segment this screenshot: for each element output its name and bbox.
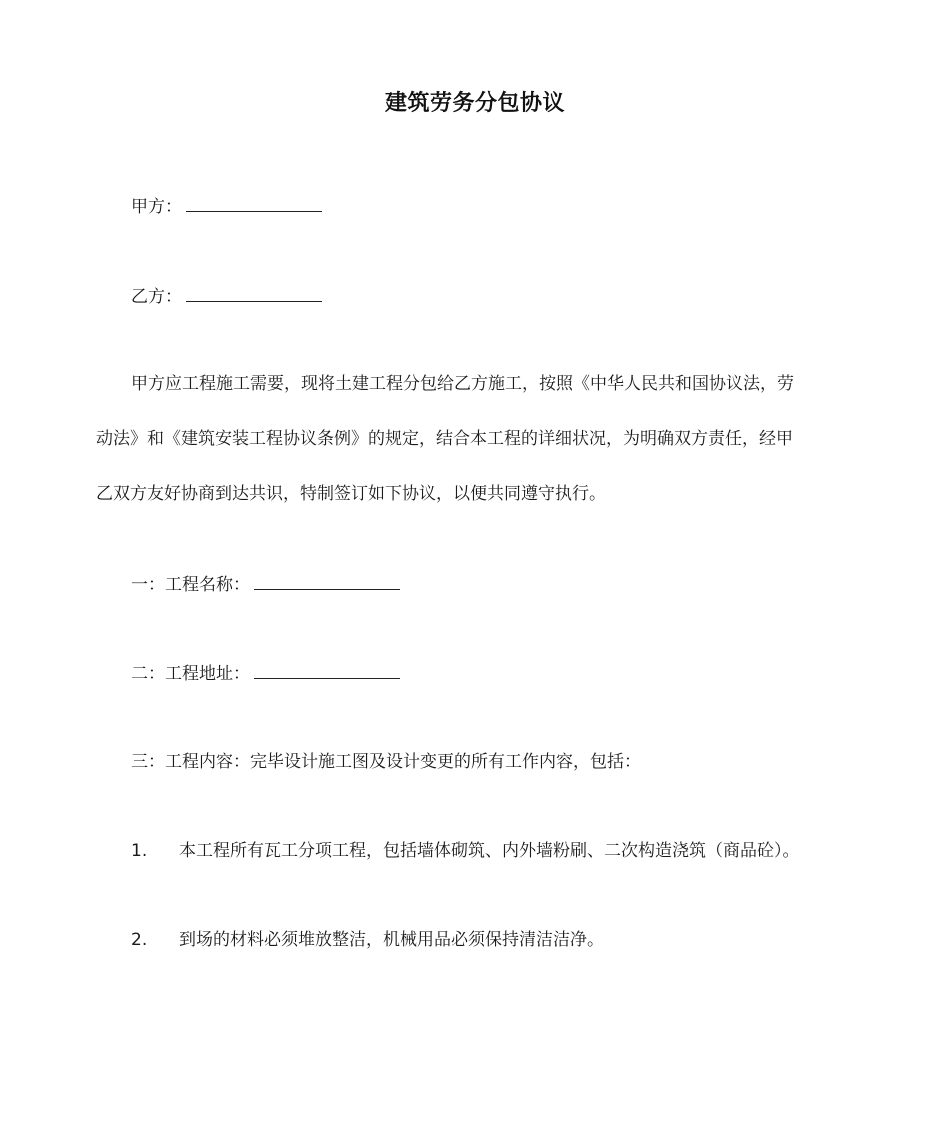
project-address-label: 二：工程地址： <box>131 664 250 684</box>
intro-line-2: 动法》和《建筑安装工程协议条例》的规定，结合本工程的详细状况，为明确双方责任，经甲 <box>96 429 793 449</box>
project-name-blank <box>254 572 400 590</box>
project-address-blank <box>254 661 400 679</box>
party-a-line <box>131 194 322 218</box>
party-a-label: 甲方： <box>131 197 182 217</box>
list-item-number: 1. <box>131 841 148 861</box>
list-item-number: 2. <box>131 930 148 950</box>
party-b-blank <box>186 284 322 302</box>
list-item <box>131 840 800 862</box>
party-b-line <box>131 284 322 308</box>
project-name-line <box>131 572 400 596</box>
list-item-text: 本工程所有瓦工分项工程，包括墙体砌筑、内外墙粉刷、二次构造浇筑（商品砼）。 <box>179 841 800 861</box>
intro-line-3: 乙双方友好协商到达共识，特制签订如下协议，以便共同遵守执行。 <box>96 484 606 504</box>
intro-line-1: 甲方应工程施工需要，现将土建工程分包给乙方施工，按照《中华人民共和国协议法，劳 <box>131 374 794 394</box>
list-item <box>131 929 604 951</box>
party-b-label: 乙方： <box>131 287 182 307</box>
project-content-line: 三：工程内容：完毕设计施工图及设计变更的所有工作内容，包括： <box>131 752 641 772</box>
party-a-blank <box>186 194 322 212</box>
project-address-line <box>131 661 400 685</box>
list-item-text: 到场的材料必须堆放整洁，机械用品必须保持清洁洁净。 <box>179 930 604 950</box>
document-title: 建筑劳务分包协议 <box>384 91 565 116</box>
project-name-label: 一：工程名称： <box>131 575 250 595</box>
